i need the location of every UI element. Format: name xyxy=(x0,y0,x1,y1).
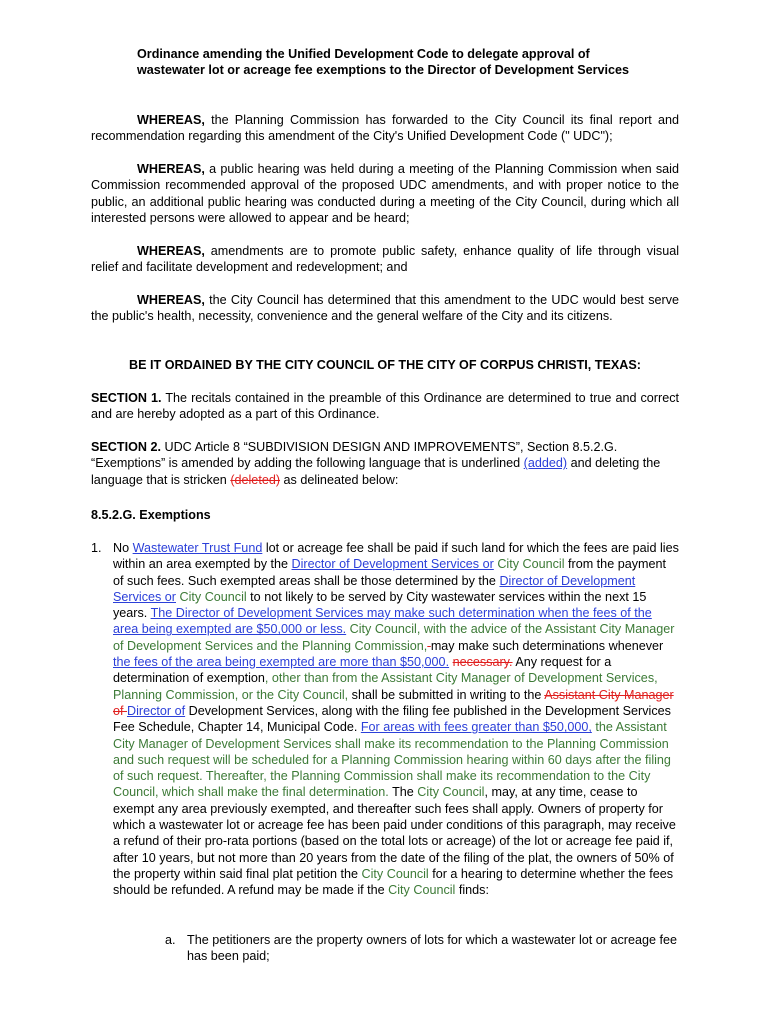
inserted-text: Wastewater Trust Fund xyxy=(132,541,263,555)
whereas-label: WHEREAS, xyxy=(137,293,205,307)
list-number: 1. xyxy=(91,541,102,555)
ordinance-title: Ordinance amending the Unified Development Code to delegate approval of wastewater lot or acreage fee exemptions to the Director of Development Services xyxy=(137,47,630,78)
highlighted-text: City Council xyxy=(497,557,565,572)
added-example: (added) xyxy=(523,456,568,471)
highlighted-text: , other than from the Assistant City Manager of Development Services, Planning Commission, or the City Council, xyxy=(113,671,658,702)
highlighted-text: City Council xyxy=(361,866,429,881)
body-text: from the payment of such fees. Such exempted areas shall be those determined by the xyxy=(113,557,666,588)
section-1 xyxy=(91,390,679,423)
body-text: The xyxy=(388,785,418,800)
inserted-text: The Director of Development Services may make such determination when the fees of the area being exempted are $50,000 or less. xyxy=(113,606,652,637)
section-2-text: and deleting the language that is stricken xyxy=(91,456,661,487)
inserted-text: Director of Development Services or xyxy=(113,573,636,604)
inserted-text: the fees of the area being exempted are more than $50,000. xyxy=(113,655,450,670)
whereas-label: WHEREAS, xyxy=(137,113,205,127)
body-text: shall be submitted in writing to the xyxy=(348,687,545,702)
whereas-paragraph-3 xyxy=(91,243,679,276)
ordained-heading: BE IT ORDAINED BY THE CITY COUNCIL OF THE CITY OF CORPUS CHRISTI, TEXAS: xyxy=(129,358,641,372)
whereas-label: WHEREAS, xyxy=(137,244,205,258)
body-text: finds: xyxy=(455,883,489,898)
body-text: No xyxy=(113,541,133,555)
exemption-subitem-a: The petitioners are the property owners of lots for which a wastewater lot or acreage fee has been paid; xyxy=(187,933,678,964)
highlighted-text: City Council xyxy=(179,589,247,604)
whereas-label: WHEREAS, xyxy=(137,162,205,176)
section-2 xyxy=(91,439,679,488)
whereas-paragraph-2 xyxy=(91,161,679,226)
whereas-paragraph-4 xyxy=(91,292,679,325)
body-text: may make such determinations whenever xyxy=(430,638,664,653)
body-text: lot or acreage fee shall be paid if such land for which the fees are paid lies within an area exempted by the xyxy=(113,541,679,572)
exemption-item-1 xyxy=(113,540,679,899)
body-text: , may, at any time, cease to exempt any area previously exempted, and thereafter such fees shall apply. Owners of property for which a wastewater lot or acreage fee has been paid under conditions of this paragraph, may receive a refund of their pro-rata portions (based on the total lots or acreage) of the lot or acreage fee paid if, after 10 years, but not more than 20 years from the date of the filing of the plat, the owners of 50% of the property within said final plat petition the xyxy=(113,785,676,881)
deleted-example: (deleted) xyxy=(230,472,281,487)
section-2-text: UDC Article 8 “SUBDIVISION DESIGN AND IMPROVEMENTS”, Section 8.5.2.G. “Exemptions” is amended by adding the following language that is underlined xyxy=(91,440,618,471)
deleted-text: Assistant City Manager of xyxy=(113,687,674,718)
exemptions-heading: 8.5.2.G. Exemptions xyxy=(91,508,211,522)
section-1-label: SECTION 1. xyxy=(91,391,162,405)
section-2-label: SECTION 2. xyxy=(91,440,161,454)
section-2-text: as delineated below: xyxy=(280,472,399,487)
highlighted-text: City Council, with the advice of the Assistant City Manager of Development Services and the Planning Commission, xyxy=(113,622,675,653)
highlighted-text: City Council xyxy=(417,785,485,800)
inserted-text: Director of xyxy=(127,703,186,718)
section-1-text: The recitals contained in the preamble of this Ordinance are determined to true and correct and are hereby adopted as a part of this Ordinance. xyxy=(91,391,679,422)
body-text: to not likely to be served by City wastewater services within the next 15 years. xyxy=(113,589,647,621)
highlighted-text: the Assistant City Manager of Development Services shall make its recommendation to the Planning Commission and such request will be scheduled for a Planning Commission hearing within 60 days after the filing of such request. Thereafter, the Planning Commission shall make its recommendation to the City Council, which shall make the final determination. xyxy=(113,720,671,800)
highlighted-text: City Council xyxy=(388,883,456,898)
whereas-text: a public hearing was held during a meeting of the Planning Commission when said Commission recommended approval of the proposed UDC amendments, and with proper notice to the public, an additional public hearing was conducted during a meeting of the City Council, during which all interested persons were allowed to appear and be heard; xyxy=(91,162,679,225)
whereas-text: the City Council has determined that this amendment to the UDC would best serve the public's health, necessity, convenience and the general welfare of the City and its citizens. xyxy=(91,293,679,324)
deleted-text: necessary. xyxy=(452,655,513,670)
body-text: for a hearing to determine whether the fees should be refunded. A refund may be made if the xyxy=(113,866,674,898)
list-letter: a. xyxy=(165,933,176,947)
whereas-text: amendments are to promote public safety, enhance quality of life through visual relief and facilitate development and redevelopment; and xyxy=(91,244,679,275)
whereas-text: the Planning Commission has forwarded to the City Council its final report and recommendation regarding this amendment of the City's Unified Development Code (" UDC"); xyxy=(91,113,679,144)
inserted-text: For areas with fees greater than $50,000, xyxy=(360,720,592,735)
body-text: Any request for a determination of exemption xyxy=(113,655,612,686)
body-text: Development Services, along with the filing fee published in the Development Services Fee Schedule, Chapter 14, Municipal Code. xyxy=(113,703,671,735)
whereas-paragraph-1 xyxy=(91,112,679,145)
inserted-text: Director of Development Services or xyxy=(291,557,494,572)
